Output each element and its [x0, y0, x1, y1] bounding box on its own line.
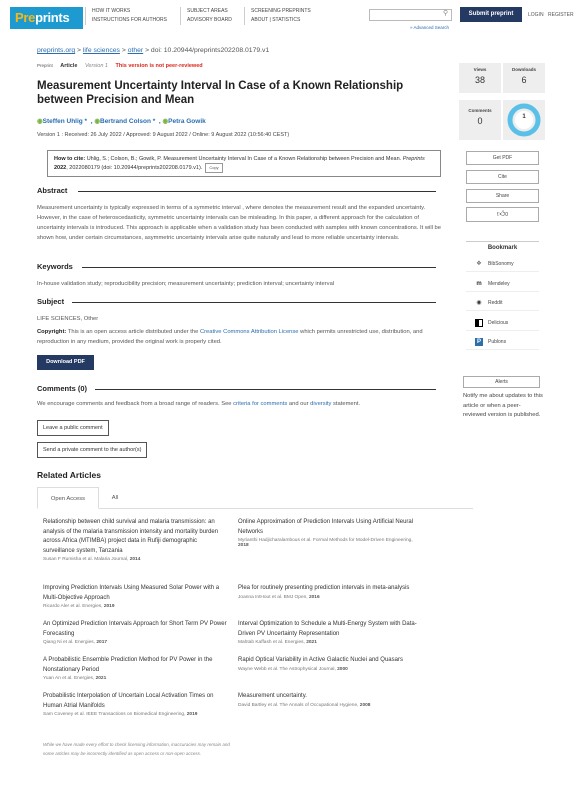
version-tag: Version 1 — [84, 63, 108, 69]
not-peer-reviewed-badge: This version is not peer-reviewed — [115, 63, 203, 69]
related-title[interactable]: Interval Optimization to Schedule a Multi-Energy System with Data-Driven PV Uncertainty Representation — [238, 621, 417, 637]
bookmark-reddit[interactable] — [466, 295, 539, 311]
article-tag: Article — [60, 63, 78, 69]
bookmark-publons[interactable] — [466, 334, 539, 350]
cite-journal: Preprints — [402, 156, 425, 162]
alerts-description: Notify me about updates to this article or when a peer-reviewed version is published. — [463, 393, 543, 418]
page-title: Measurement Uncertainty Interval In Case of a Known Relationship between Precision and Mean — [37, 80, 404, 106]
related-title[interactable]: Online Approximation of Prediction Intervals Using Artificial Neural Networks — [238, 519, 414, 535]
related-year: 2019 — [103, 604, 115, 609]
related-authors: Sam Coveney et al. — [43, 712, 85, 717]
comments-label: Comments — [468, 108, 492, 113]
related-item[interactable] — [238, 584, 422, 600]
views-count: 38 — [474, 75, 485, 85]
author-link[interactable]: Petra Gowik — [168, 118, 206, 125]
related-meta — [238, 703, 422, 708]
breadcrumb-sep: > — [119, 47, 128, 54]
related-title[interactable]: Measurement uncertainty. — [238, 693, 307, 699]
related-meta — [238, 595, 422, 600]
section-divider — [82, 267, 436, 268]
related-year: 2016 — [308, 594, 320, 600]
subject-heading: Subject — [37, 297, 65, 306]
criteria-link[interactable]: criteria for comments — [233, 401, 288, 407]
version-dates: Version 1 : Received: 26 July 2022 / Approved: 9 August 2022 / Online: 9 August 2022 (10:56:40 CEST) — [37, 132, 290, 138]
cite-year: 2022 — [54, 165, 67, 171]
comments-mid: and our — [287, 401, 311, 407]
preprints-logo[interactable] — [10, 7, 83, 29]
related-journal: The Astrophysical Journal, — [279, 666, 336, 672]
related-title[interactable]: Rapid Optical Variability in Active Galactic Nuclei and Quasars — [238, 657, 403, 663]
related-year: 2018 — [238, 543, 249, 548]
alerts-button[interactable]: Alerts — [463, 376, 540, 388]
related-meta — [238, 640, 422, 645]
delicious-icon — [475, 319, 483, 327]
submit-preprint-button[interactable]: Submit preprint — [460, 7, 522, 22]
related-item[interactable] — [43, 692, 233, 717]
nav-about-statistics[interactable]: ABOUT | STATISTICS — [251, 17, 301, 23]
related-authors: Joanna IntHout et al. — [238, 594, 283, 600]
related-authors: Susan F Rumisha et al. — [43, 557, 93, 562]
licensing-disclaimer: While we have made every effort to check licensing information, inaccuracies may remain and some articles may be incorrectly identified as open access or non-open access. — [43, 742, 230, 756]
breadcrumb-sep: > — [75, 47, 83, 54]
nav-how-it-works[interactable]: HOW IT WORKS — [92, 8, 131, 14]
downloads-count: 6 — [521, 75, 527, 85]
cite-label: How to cite: — [54, 156, 86, 162]
related-journal: Malaria Journal, — [94, 557, 129, 562]
login-link[interactable]: LOGIN — [528, 12, 544, 18]
related-articles-heading: Related Articles — [37, 470, 101, 480]
comments-text — [37, 399, 447, 409]
copyright-text — [37, 327, 447, 347]
nav-advisory-board[interactable]: ADVISORY BOARD — [187, 17, 232, 23]
bookmark-label: Publons — [488, 339, 507, 345]
diversity-link[interactable]: diversity — [310, 401, 332, 407]
publons-icon: P — [476, 338, 481, 345]
comments-before: We encourage comments and feedback from a broad range of readers. See — [37, 401, 234, 407]
related-authors: Qiang Ni et al. — [43, 640, 74, 645]
related-meta — [43, 604, 227, 609]
related-year: 2021 — [95, 676, 107, 681]
nav-col-2 — [180, 7, 232, 25]
related-item[interactable] — [43, 620, 227, 645]
keywords-text: In-house validation study; reproducibility precision; measurement uncertainty; prediction interval; uncertainty interval — [37, 281, 335, 287]
orcid-icon[interactable]: ◉ — [37, 118, 43, 125]
related-tabs — [37, 487, 473, 509]
comments-count: 0 — [477, 116, 483, 126]
search-input[interactable] — [369, 9, 452, 21]
related-meta — [43, 712, 233, 717]
related-authors: Yuan An et al. — [43, 676, 73, 681]
logo-prints: prints — [35, 10, 70, 25]
breadcrumb — [37, 47, 269, 54]
related-authors: Mahtab Kaffash et al. — [238, 640, 284, 645]
related-title[interactable]: An Optimized Prediction Intervals Approach for Short Term PV Power Forecasting — [43, 621, 227, 637]
breadcrumb-category[interactable]: other — [127, 47, 144, 54]
related-year: 2021 — [306, 640, 317, 645]
bookmark-label: Mendeley — [488, 281, 510, 287]
nav-col-1 — [85, 7, 167, 25]
like-count: 0 — [505, 212, 509, 218]
send-private-comment-button[interactable]: Send a private comment to the author(s) — [37, 442, 147, 458]
author-link[interactable]: Bertrand Colson * — [100, 118, 156, 125]
breadcrumb-doi: > doi: 10.20944/preprints202208.0179.v1 — [143, 47, 270, 54]
register-link[interactable]: REGISTER — [548, 12, 574, 18]
like-button[interactable] — [466, 207, 539, 222]
related-title[interactable]: Probabilistic Interpolation of Uncertain Local Activation Times on Human Atrial Manifolds — [43, 693, 214, 709]
related-year: 2008 — [359, 702, 371, 708]
cite-text: Uhlig, S.; Colson, B.; Gowik, P. Measurement Uncertainty Interval In Case of a Known Relationship between Precision and Mean. — [85, 156, 403, 162]
altmetric-donut-icon — [503, 100, 545, 140]
leave-public-comment-button[interactable]: Leave a public comment — [37, 420, 109, 436]
related-title[interactable]: Relationship between child survival and malaria transmission: an analysis of the malaria transmission intensity and mortality burden across Africa (MTIMBA) project data in Rufiji demographic surveillance system, Tanzania — [43, 519, 219, 554]
nav-screening[interactable]: SCREENING PREPRINTS — [251, 8, 311, 14]
related-item[interactable] — [238, 620, 422, 645]
bookmark-label: Reddit — [488, 300, 503, 306]
related-authors: David Bartley et al. — [238, 702, 279, 708]
cite-button[interactable]: Cite — [466, 170, 539, 184]
related-meta — [43, 640, 227, 645]
cc-license-link[interactable]: Creative Commons Attribution License — [199, 329, 299, 335]
related-title[interactable]: Plea for routinely presenting prediction intervals in meta-analysis — [238, 585, 410, 591]
related-authors: Wayne Webb et al. — [238, 666, 279, 672]
downloads-label: Downloads — [511, 67, 536, 72]
comments-after: statement. — [331, 401, 361, 407]
author-list: ◉Steffen Uhlig * , ◉Bertrand Colson * , ◉Petra Gowik — [37, 118, 206, 125]
nav-instructions[interactable]: INSTRUCTIONS FOR AUTHORS — [92, 17, 168, 23]
bookmark-bibsonomy[interactable] — [466, 256, 539, 272]
related-year: 2014 — [129, 557, 141, 562]
related-journal: BMJ Open, — [283, 594, 308, 600]
related-journal: Energies, — [82, 604, 103, 609]
bookmark-delicious[interactable] — [466, 315, 539, 331]
preprint-tag: Preprint — [37, 63, 53, 68]
breadcrumb-site[interactable]: preprints.org — [37, 47, 76, 54]
orcid-icon[interactable]: ◉ — [162, 118, 169, 125]
views-label: Views — [473, 67, 487, 72]
bibsonomy-icon: ❖ — [476, 260, 482, 267]
subject-text: LIFE SCIENCES, Other — [37, 316, 99, 322]
author-link[interactable]: Steffen Uhlig * — [42, 118, 88, 125]
copyright-label: Copyright: — [37, 329, 67, 335]
related-item[interactable] — [43, 584, 227, 609]
downloads-stat — [503, 63, 545, 93]
related-year: 2017 — [96, 640, 108, 645]
related-year: 2000 — [337, 666, 348, 672]
related-journal: Formal Methods for Model-Driven Engineering, — [312, 538, 413, 543]
tab-open-access[interactable]: Open Access — [37, 487, 99, 509]
copy-button[interactable]: Copy — [205, 163, 222, 173]
logo-pre: Pre — [15, 10, 36, 25]
related-journal: Energies, — [73, 676, 95, 681]
related-item[interactable] — [238, 656, 422, 672]
abstract-text: Measurement uncertainty is typically expressed in terms of a symmetric interval , where denotes the measurement result and the expanded uncertainty. However, in the case of heteroscedasticity, symmetric uncertainty intervals can be misleading. In this paper, a different approach for the calculation of uncertainty intervals is introduced. This approach is applicable when a validation study has been conducted with samples with known concentrations. It will be shown how, under certain circumstances, asymmetric uncertainty intervals arise quite naturally and lead to more reliable uncertainty intervals. — [37, 205, 441, 241]
download-pdf-button[interactable]: Download PDF — [37, 355, 94, 370]
related-meta — [43, 557, 227, 562]
nav-col-3 — [244, 7, 311, 25]
thumbs-up-icon: 👍︎ — [496, 209, 506, 218]
views-stat — [459, 63, 501, 93]
related-year: 2019 — [186, 712, 198, 717]
related-item[interactable] — [43, 656, 227, 681]
orcid-icon[interactable]: ◉ — [94, 118, 100, 125]
related-item[interactable] — [238, 518, 422, 548]
cite-text-after: , 2022080179 (doi: 10.20944/preprints202208.0179.v1). — [66, 165, 203, 171]
advanced-search-link[interactable]: » Advanced Search — [410, 25, 450, 30]
comments-stat[interactable] — [459, 100, 501, 140]
reddit-icon: ◉ — [476, 299, 482, 306]
comments-heading: Comments (0) — [37, 384, 88, 393]
section-divider — [95, 389, 436, 390]
bookmark-mendeley[interactable] — [466, 276, 539, 292]
keywords-heading: Keywords — [37, 262, 73, 271]
altmetric-score: 1 — [522, 114, 526, 120]
related-authors: Ricardo Aler et al. — [43, 604, 81, 609]
copyright-after: which permits unrestricted use, distribution, and reproduction in any medium, provided the original work is properly cited. — [37, 329, 423, 345]
how-to-cite-box — [47, 150, 441, 177]
related-title[interactable]: A Probabilistic Ensemble Prediction Method for PV Power in the Nonstationary Period — [43, 657, 213, 673]
related-journal: IEEE Transactions on Biomedical Engineering, — [86, 712, 186, 717]
section-divider — [72, 302, 436, 303]
related-item[interactable] — [43, 518, 227, 562]
altmetric-badge[interactable] — [503, 100, 545, 140]
search-icon[interactable]: ⚲ — [443, 10, 449, 17]
related-meta — [238, 667, 422, 672]
related-item[interactable] — [238, 692, 422, 708]
article-tags — [37, 63, 203, 69]
get-pdf-button[interactable]: Get PDF — [466, 151, 539, 165]
related-title[interactable]: Improving Prediction Intervals Using Measured Solar Power with a Multi-Objective Approach — [43, 585, 220, 601]
section-divider — [78, 191, 436, 192]
copyright-before: This is an open access article distributed under the — [66, 329, 200, 335]
bookmark-heading: Bookmark — [466, 241, 539, 251]
bookmark-label: Delicious — [488, 320, 509, 326]
abstract-heading: Abstract — [37, 186, 68, 195]
share-button[interactable]: Share — [466, 189, 539, 203]
related-journal: Energies, — [74, 640, 96, 645]
related-authors: Myrianthi Hadjicharalambous et al. — [238, 538, 312, 543]
breadcrumb-subject[interactable]: life sciences — [82, 47, 120, 54]
bookmark-label: BibSonomy — [488, 261, 514, 267]
tab-all[interactable]: All — [111, 495, 119, 501]
nav-subject-areas[interactable]: SUBJECT AREAS — [187, 8, 228, 14]
mendeley-icon: m — [476, 280, 482, 287]
related-journal: The Annals of Occupational Hygiene, — [279, 702, 359, 708]
related-meta — [238, 538, 422, 548]
related-meta — [43, 676, 227, 681]
related-journal: Energies, — [284, 640, 305, 645]
